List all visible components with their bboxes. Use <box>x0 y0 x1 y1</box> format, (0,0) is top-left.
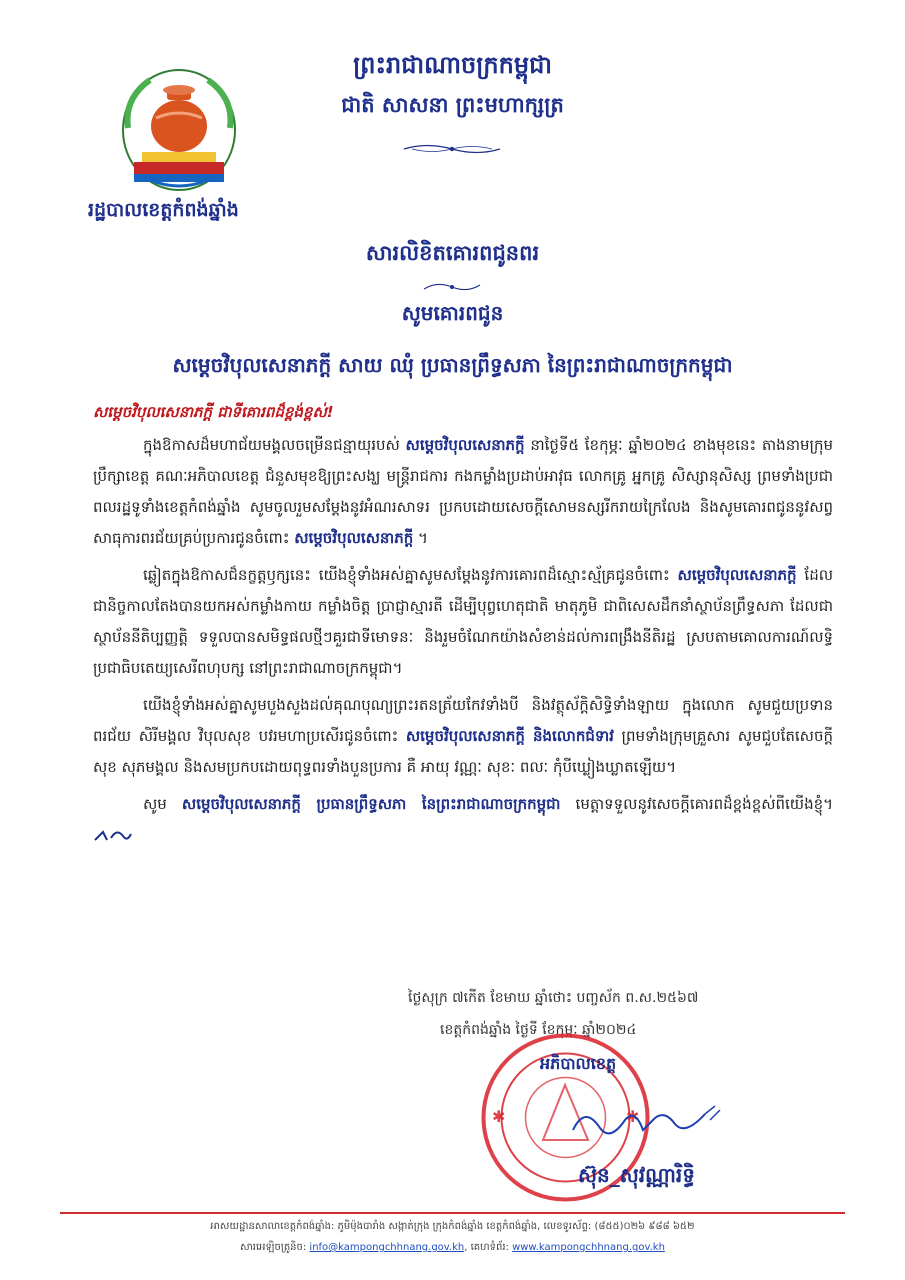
svg-text:✱: ✱ <box>492 1107 506 1126</box>
website-link[interactable]: www.kampongchhnang.gov.kh <box>512 1242 665 1253</box>
paragraph-emphasis: សម្តេចវិបុលសេនាភក្តី និងលោកជំទាវ <box>405 727 614 745</box>
lunar-date: ថ្ងៃសុក្រ ៧កើត ខែមាឃ ឆ្នាំថោះ បញ្ចស័ក ព.ស.២៥៦៧ <box>408 990 699 1006</box>
addressee-prefix: សូមគោរពជូន <box>401 301 504 325</box>
body-paragraph-4 <box>93 789 833 851</box>
paragraph-emphasis: សម្តេចវិបុលសេនាភក្តី ប្រធានព្រឹទ្ធសភា នៃព្រះរាជាណាចក្រកម្ពុជា <box>181 795 561 813</box>
body-paragraph-2 <box>93 560 833 684</box>
paragraph-text: សូម <box>143 795 182 813</box>
email-link[interactable]: info@kampongchhnang.gov.kh <box>309 1242 465 1253</box>
body-paragraph-1 <box>93 430 833 554</box>
paragraph-text: មេត្តាទទួលនូវសេចក្តីគោរពដ៏ខ្ពង់ខ្ពស់ពីយើងខ្ញុំ។ <box>560 795 834 813</box>
salutation: សម្តេចវិបុលសេនាភក្តី ជាទីគោរពដ៏ខ្ពង់ខ្ពស់! <box>93 403 334 421</box>
signatory-title: អភិបាលខេត្ត <box>540 1054 617 1073</box>
paragraph-emphasis: សម្តេចវិបុលសេនាភក្តី <box>405 436 525 454</box>
footer-address: អាសយដ្ឋានសាលាខេត្តកំពង់ឆ្នាំង: ភូមិម៉ុងបារាំង សង្កាត់ក្រុង ក្រុងកំពង់ឆ្នាំង ខេត្តកំពង់ឆ្នាំង, លេខទូរស័ព្ទ: (៨៥៥)០២៦ ៩៨៨ ៦៥២ <box>210 1221 695 1232</box>
paragraph-text: ព្រមទាំងក្រុមគ្រួសារ សូមជួបតែសេចក្តីសុខ សុភមង្គល និងសមប្រកបដោយពុទ្ធពរទាំងបួនប្រការ គឺ អាយុ វណ្ណៈ សុខៈ ពលៈ កុំបីឃ្លៀងឃ្លាតឡើយ។ <box>93 727 833 776</box>
paragraph-text: នាថ្ងៃទី៥ ខែកុម្ភៈ ឆ្នាំ២០២៤ ខាងមុខនេះ តាងនាមក្រុមប្រឹក្សាខេត្ត គណៈអភិបាលខេត្ត ជំនួសមុខឱ្យព្រះសង្ឃ មន្ត្រីរាជការ កងកម្លាំងប្រដាប់អាវុធ លោកគ្រូ អ្នកគ្រូ សិស្សានុសិស្ស ព្រមទាំងប្រជាពលរដ្ឋទូទាំងខេត្តកំពង់ឆ្នាំង សូមចូលរួមសម្តែងនូវអំណរសាទរ ប្រកបដោយសេចក្តីសោមនស្សរីករាយក្រៃលែង និងសូមគោរពជូននូវសព្វសាធុការពរជ័យគ្រប់ប្រការជូនចំពោះ <box>93 436 834 547</box>
ornament-small-icon <box>422 279 482 295</box>
footer-contacts <box>0 1240 905 1255</box>
svg-text:✱: ✱ <box>626 1107 640 1126</box>
document-title: សារលិខិតគោរពជូនពរ <box>365 241 540 265</box>
signatory-name: ស៊ុន_សុវណ្ណារិទ្ធិ <box>578 1163 695 1187</box>
national-motto: ជាតិ សាសនា ព្រះមហាក្សត្រ <box>341 93 564 117</box>
footer-divider <box>60 1212 845 1214</box>
paragraph-text: ឆ្លៀតក្នុងឱកាសជ៏នក្ខត្តឫក្សនេះ យើងខ្ញុំទាំងអស់គ្នាសូមសម្តែងនូវការគោរពដ៏ស្មោះស្ម័គ្រជូនចំពោះ <box>143 566 678 584</box>
body-paragraph-3 <box>93 690 833 783</box>
paragraph-emphasis: សម្តេចវិបុលសេនាភក្តី <box>677 566 797 584</box>
handwritten-signature-icon <box>565 1100 725 1150</box>
issuing-administration: រដ្ឋបាលខេត្តកំពង់ឆ្នាំង <box>88 199 239 221</box>
paragraph-text: ។ <box>413 529 428 547</box>
paragraph-text: យើងខ្ញុំទាំងអស់គ្នាសូមបួងសួងដល់គុណបុណ្យព្រះរតនត្រ័យកែវទាំងបី និងវត្ថុស័ក្តិសិទ្ធិទាំងឡាយ ក្នុងលោក សូមជួយប្រទានពរជ័យ សិរីមង្គល វិបុលសុខ បវរមហាប្រសើរជូនចំពោះ <box>93 696 833 745</box>
initial-mark-icon <box>93 828 133 844</box>
kingdom-heading: ព្រះរាជាណាចក្រកម្ពុជា <box>353 51 552 79</box>
email-label: សារអេឡិចត្រូនិច: <box>240 1242 310 1253</box>
paragraph-emphasis: សម្តេចវិបុលសេនាភក្តី <box>294 529 414 547</box>
paragraph-text: ដែលជានិច្ចកាលតែងបានយកអស់កម្លាំងកាយ កម្លាំងចិត្ត ប្រាជ្ញាស្មារតី ដើម្បីបុព្វហេតុជាតិ មាតុភូមិ ជាពិសេសដឹកនាំស្ថាប័នព្រឹទ្ធសភា ដែលជាស្ថាប័ននីតិប្បញ្ញត្តិ ទទួលបានសមិទ្ធផលថ្មីៗគួរជាទីមោទនៈ និងរួមចំណែកយ៉ាងសំខាន់ដល់ការពង្រឹងនីតិរដ្ឋ ស្របតាមគោលការណ៍លទ្ធិប្រជាធិបតេយ្យសេរីពហុបក្ស នៅព្រះរាជាណាចក្រកម្ពុជា។ <box>93 566 833 677</box>
solar-date: ខេត្តកំពង់ឆ្នាំង ថ្ងៃទី ខែកុម្ភៈ ឆ្នាំ២០២៤ <box>440 1022 637 1038</box>
letter-body <box>93 430 833 857</box>
recipient-line: សម្តេចវិបុលសេនាភក្តី សាយ ឈុំ ប្រធានព្រឹទ្ធសភា នៃព្រះរាជាណាចក្រកម្ពុជា <box>172 353 733 377</box>
provincial-emblem-icon <box>120 68 238 192</box>
website-label: , គេហទំព័រ: <box>464 1242 513 1253</box>
paragraph-text: ក្នុងឱកាសដ៏មហាជ័យមង្គលចម្រើនជន្មាយុរបស់ <box>143 436 406 454</box>
ornament-divider-icon <box>402 140 502 158</box>
